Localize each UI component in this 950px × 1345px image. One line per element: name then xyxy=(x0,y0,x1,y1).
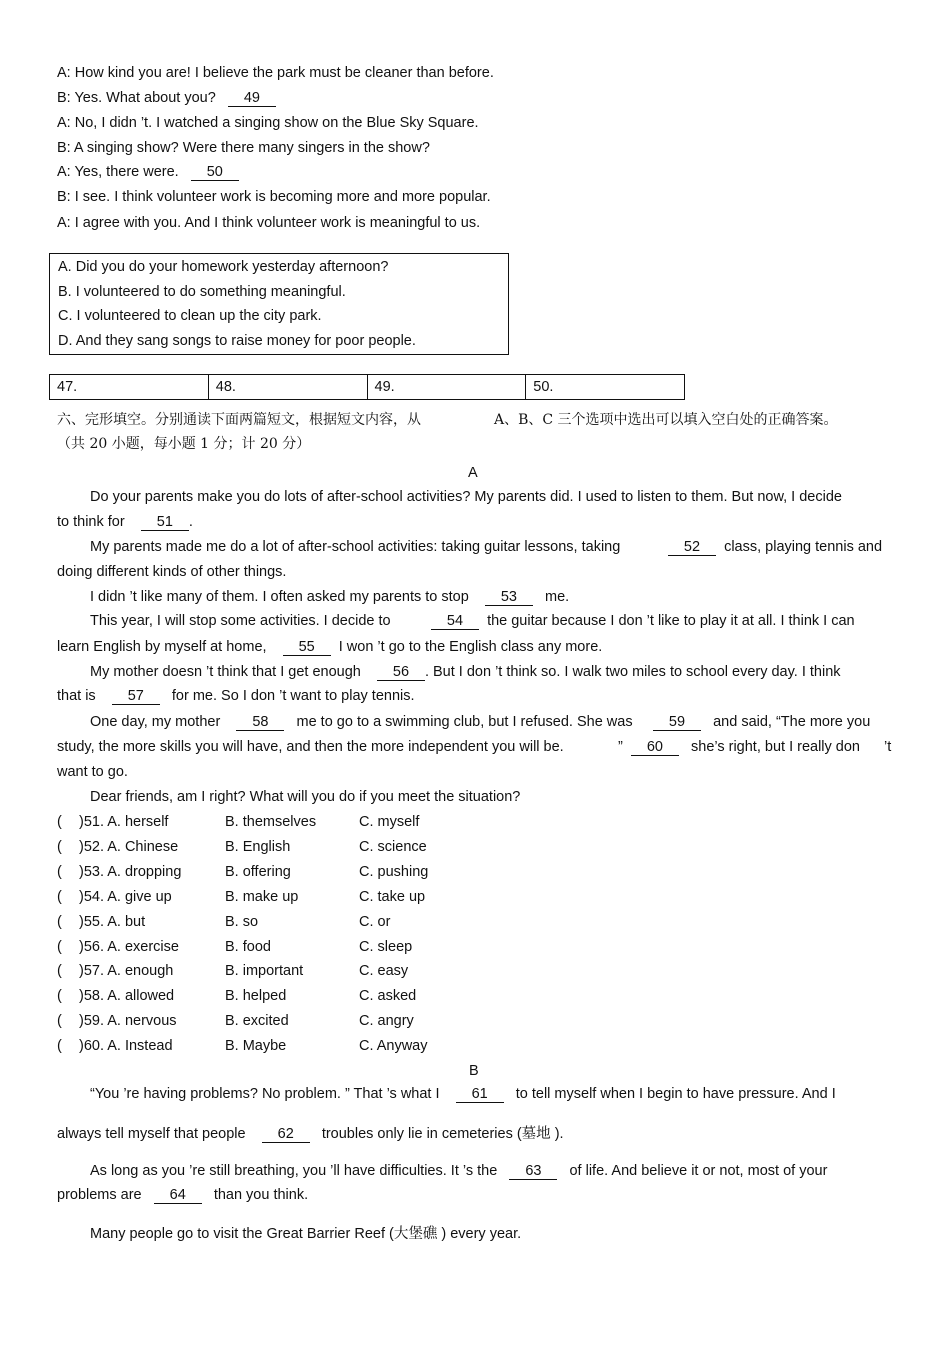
question-option-c: C. angry xyxy=(359,1013,414,1030)
option-c: C. I volunteered to clean up the city park. xyxy=(58,308,322,324)
question-option-b: B. excited xyxy=(225,1013,289,1030)
question-option-c: C. asked xyxy=(359,988,417,1005)
question-option-c: C. or xyxy=(359,913,391,930)
question-option-b: B. make up xyxy=(225,888,299,905)
question-option-a: )55. A. but xyxy=(79,913,146,930)
question-option-c: C. science xyxy=(359,838,427,855)
passage-text: My mother doesn ’t think that I get enough xyxy=(90,664,361,680)
passage-text: of life. And believe it or not, most of your xyxy=(569,1163,828,1179)
question-option-c: C. take up xyxy=(359,888,426,905)
answer-paren[interactable]: ( xyxy=(57,814,62,830)
passage-line xyxy=(653,713,870,731)
question-option-a: )57. A. enough xyxy=(79,963,174,980)
passage-line xyxy=(57,638,602,656)
question-option-c: C. easy xyxy=(359,963,409,980)
passage-text: . xyxy=(188,514,193,530)
passage-line: doing different kinds of other things. xyxy=(57,564,287,580)
blank-55[interactable]: 55 xyxy=(283,640,331,656)
dialogue-line: B: A singing show? Were there many singers in the show? xyxy=(57,140,430,156)
passage-text: troubles only lie in cemeteries (墓地 ). xyxy=(321,1126,564,1142)
passage-line: My parents made me do a lot of after-school activities: taking guitar lessons, taking xyxy=(90,539,621,555)
question-option-a: )54. A. give up xyxy=(79,888,172,905)
question-option-b: B. so xyxy=(225,913,259,930)
blank-63[interactable]: 63 xyxy=(509,1164,557,1180)
option-a: A. Did you do your homework yesterday afternoon? xyxy=(58,259,389,275)
passage-text: ’t xyxy=(884,739,892,755)
dialogue-line: A: How kind you are! I believe the park must be cleaner than before. xyxy=(57,65,494,81)
blank-51[interactable]: 51 xyxy=(141,515,189,531)
answer-blank-49[interactable]: 49 xyxy=(228,91,276,107)
question-option-b: B. helped xyxy=(225,988,287,1005)
blank-59[interactable]: 59 xyxy=(653,715,701,731)
passage-line xyxy=(431,612,855,630)
section-scoring: （共 20 小题，每小题 1 分；计 20 分） xyxy=(57,436,311,452)
answer-cell-50[interactable]: 50. xyxy=(533,379,554,395)
passage-text: As long as you ’re still breathing, you ’ll have difficulties. It ’s the xyxy=(90,1163,498,1179)
dialogue-line xyxy=(57,89,276,107)
passage-line: study, the more skills you will have, and then the more independent you will be. xyxy=(57,739,564,755)
section-instruction-2: A、B、C 三个选项中选出可以填入空白处的正确答案。 xyxy=(494,412,838,428)
passage-text: to think for xyxy=(57,514,125,530)
blank-64[interactable]: 64 xyxy=(154,1188,202,1204)
dialogue-line: A: No, I didn ’t. I watched a singing show on the Blue Sky Square. xyxy=(57,115,479,131)
option-d: D. And they sang songs to raise money for poor people. xyxy=(58,333,416,349)
passage-line xyxy=(90,1085,836,1103)
question-option-a: )52. A. Chinese xyxy=(79,838,179,855)
passage-line xyxy=(90,663,841,681)
passage-text: learn English by myself at home, xyxy=(57,639,267,655)
passage-text: I won ’t go to the English class any more. xyxy=(338,639,603,655)
answer-cell-48[interactable]: 48. xyxy=(209,375,368,399)
passage-line xyxy=(668,538,882,556)
question-option-c: C. pushing xyxy=(359,863,429,880)
dialogue-line: A: I agree with you. And I think volunteer work is meaningful to us. xyxy=(57,215,481,231)
answer-cell-49[interactable]: 49. xyxy=(368,375,527,399)
passage-line xyxy=(57,687,415,705)
passage-text: than you think. xyxy=(213,1187,309,1203)
passage-text: problems are xyxy=(57,1187,142,1203)
answer-paren[interactable]: ( xyxy=(57,863,62,880)
passage-text: and said, “The more you xyxy=(713,714,871,730)
answer-paren[interactable]: ( xyxy=(57,838,62,855)
passage-line xyxy=(57,1186,308,1204)
passage-text: to tell myself when I begin to have pressure. And I xyxy=(515,1086,836,1102)
question-option-c: C. myself xyxy=(359,814,420,830)
dialogue-line: B: I see. I think volunteer work is becoming more and more popular. xyxy=(57,189,491,205)
passage-text: me to go to a swimming club, but I refused. She was xyxy=(296,714,633,730)
passage-line: Do your parents make you do lots of after-school activities? My parents did. I used to listen to them. But now, I decide xyxy=(90,489,842,505)
passage-text: . But I don ’t think so. I walk two miles to school every day. I think xyxy=(424,664,841,680)
option-b: B. I volunteered to do something meaningful. xyxy=(58,284,346,300)
passage-text: she’s right, but I really don xyxy=(691,739,860,755)
question-option-b: B. offering xyxy=(225,863,291,880)
blank-60[interactable]: 60 xyxy=(631,740,679,756)
answer-paren[interactable]: ( xyxy=(57,938,62,955)
blank-61[interactable]: 61 xyxy=(456,1087,504,1103)
question-option-b: B. themselves xyxy=(225,814,317,830)
passage-text: the guitar because I don ’t like to play it at all. I think I can xyxy=(487,613,855,629)
passage-line: This year, I will stop some activities. I decide to xyxy=(90,613,391,629)
blank-53[interactable]: 53 xyxy=(485,590,533,606)
question-option-c: C. sleep xyxy=(359,938,413,955)
options-box xyxy=(49,253,509,355)
passage-text: for me. So I don ’t want to play tennis. xyxy=(171,688,415,704)
passage-text: class, playing tennis and xyxy=(724,539,883,555)
answer-paren[interactable]: ( xyxy=(57,888,62,905)
question-option-b: B. Maybe xyxy=(225,1038,287,1055)
question-option-c: C. Anyway xyxy=(359,1038,428,1055)
question-option-a: )51. A. herself xyxy=(79,814,169,830)
blank-57[interactable]: 57 xyxy=(112,689,160,705)
passage-text: I didn ’t like many of them. I often asked my parents to stop xyxy=(90,589,469,605)
passage-line xyxy=(57,1125,564,1143)
answer-blank-50[interactable]: 50 xyxy=(191,165,239,181)
passage-line: Many people go to visit the Great Barrier Reef (大堡礁 ) every year. xyxy=(90,1226,522,1242)
answer-paren[interactable]: ( xyxy=(57,1013,62,1030)
dialogue-text: B: Yes. What about you? xyxy=(57,90,216,106)
answer-cell-47[interactable]: 47. xyxy=(50,375,209,399)
answer-table xyxy=(49,374,685,400)
question-option-b: B. English xyxy=(225,838,291,855)
question-option-a: )59. A. nervous xyxy=(79,1013,177,1030)
passage-b-heading: B xyxy=(469,1063,479,1079)
answer-paren[interactable]: ( xyxy=(57,963,62,980)
passage-text: One day, my mother xyxy=(90,714,221,730)
passage-line xyxy=(90,713,633,731)
question-option-a: )53. A. dropping xyxy=(79,863,182,880)
blank-54[interactable]: 54 xyxy=(431,614,479,630)
question-option-a: )58. A. allowed xyxy=(79,988,175,1005)
passage-text: ” xyxy=(618,739,623,755)
passage-line xyxy=(57,513,193,531)
blank-62[interactable]: 62 xyxy=(262,1127,310,1143)
blank-58[interactable]: 58 xyxy=(236,715,284,731)
passage-text: that is xyxy=(57,688,96,704)
dialogue-line xyxy=(57,163,239,181)
blank-52[interactable]: 52 xyxy=(668,540,716,556)
answer-paren[interactable]: ( xyxy=(57,913,62,930)
passage-line xyxy=(90,1162,827,1180)
passage-text: always tell myself that people xyxy=(57,1126,246,1142)
passage-text: “You ’re having problems? No problem. ” That ’s what I xyxy=(90,1086,440,1102)
passage-line: want to go. xyxy=(57,764,128,780)
passage-line: Dear friends, am I right? What will you do if you meet the situation? xyxy=(90,789,521,805)
passage-line xyxy=(90,588,569,606)
passage-a-heading: A xyxy=(468,465,478,481)
passage-line xyxy=(618,738,860,756)
question-option-b: B. food xyxy=(225,938,271,955)
section-instruction: 六、完形填空。分别通读下面两篇短文，根据短文内容，从 xyxy=(57,412,421,428)
question-option-a: )60. A. Instead xyxy=(79,1038,173,1055)
question-option-a: )56. A. exercise xyxy=(79,938,179,955)
passage-text: me. xyxy=(545,589,570,605)
answer-paren[interactable]: ( xyxy=(57,1038,62,1055)
blank-56[interactable]: 56 xyxy=(377,665,425,681)
dialogue-text: A: Yes, there were. xyxy=(57,164,179,180)
answer-paren[interactable]: ( xyxy=(57,988,62,1005)
question-option-b: B. important xyxy=(225,963,304,980)
